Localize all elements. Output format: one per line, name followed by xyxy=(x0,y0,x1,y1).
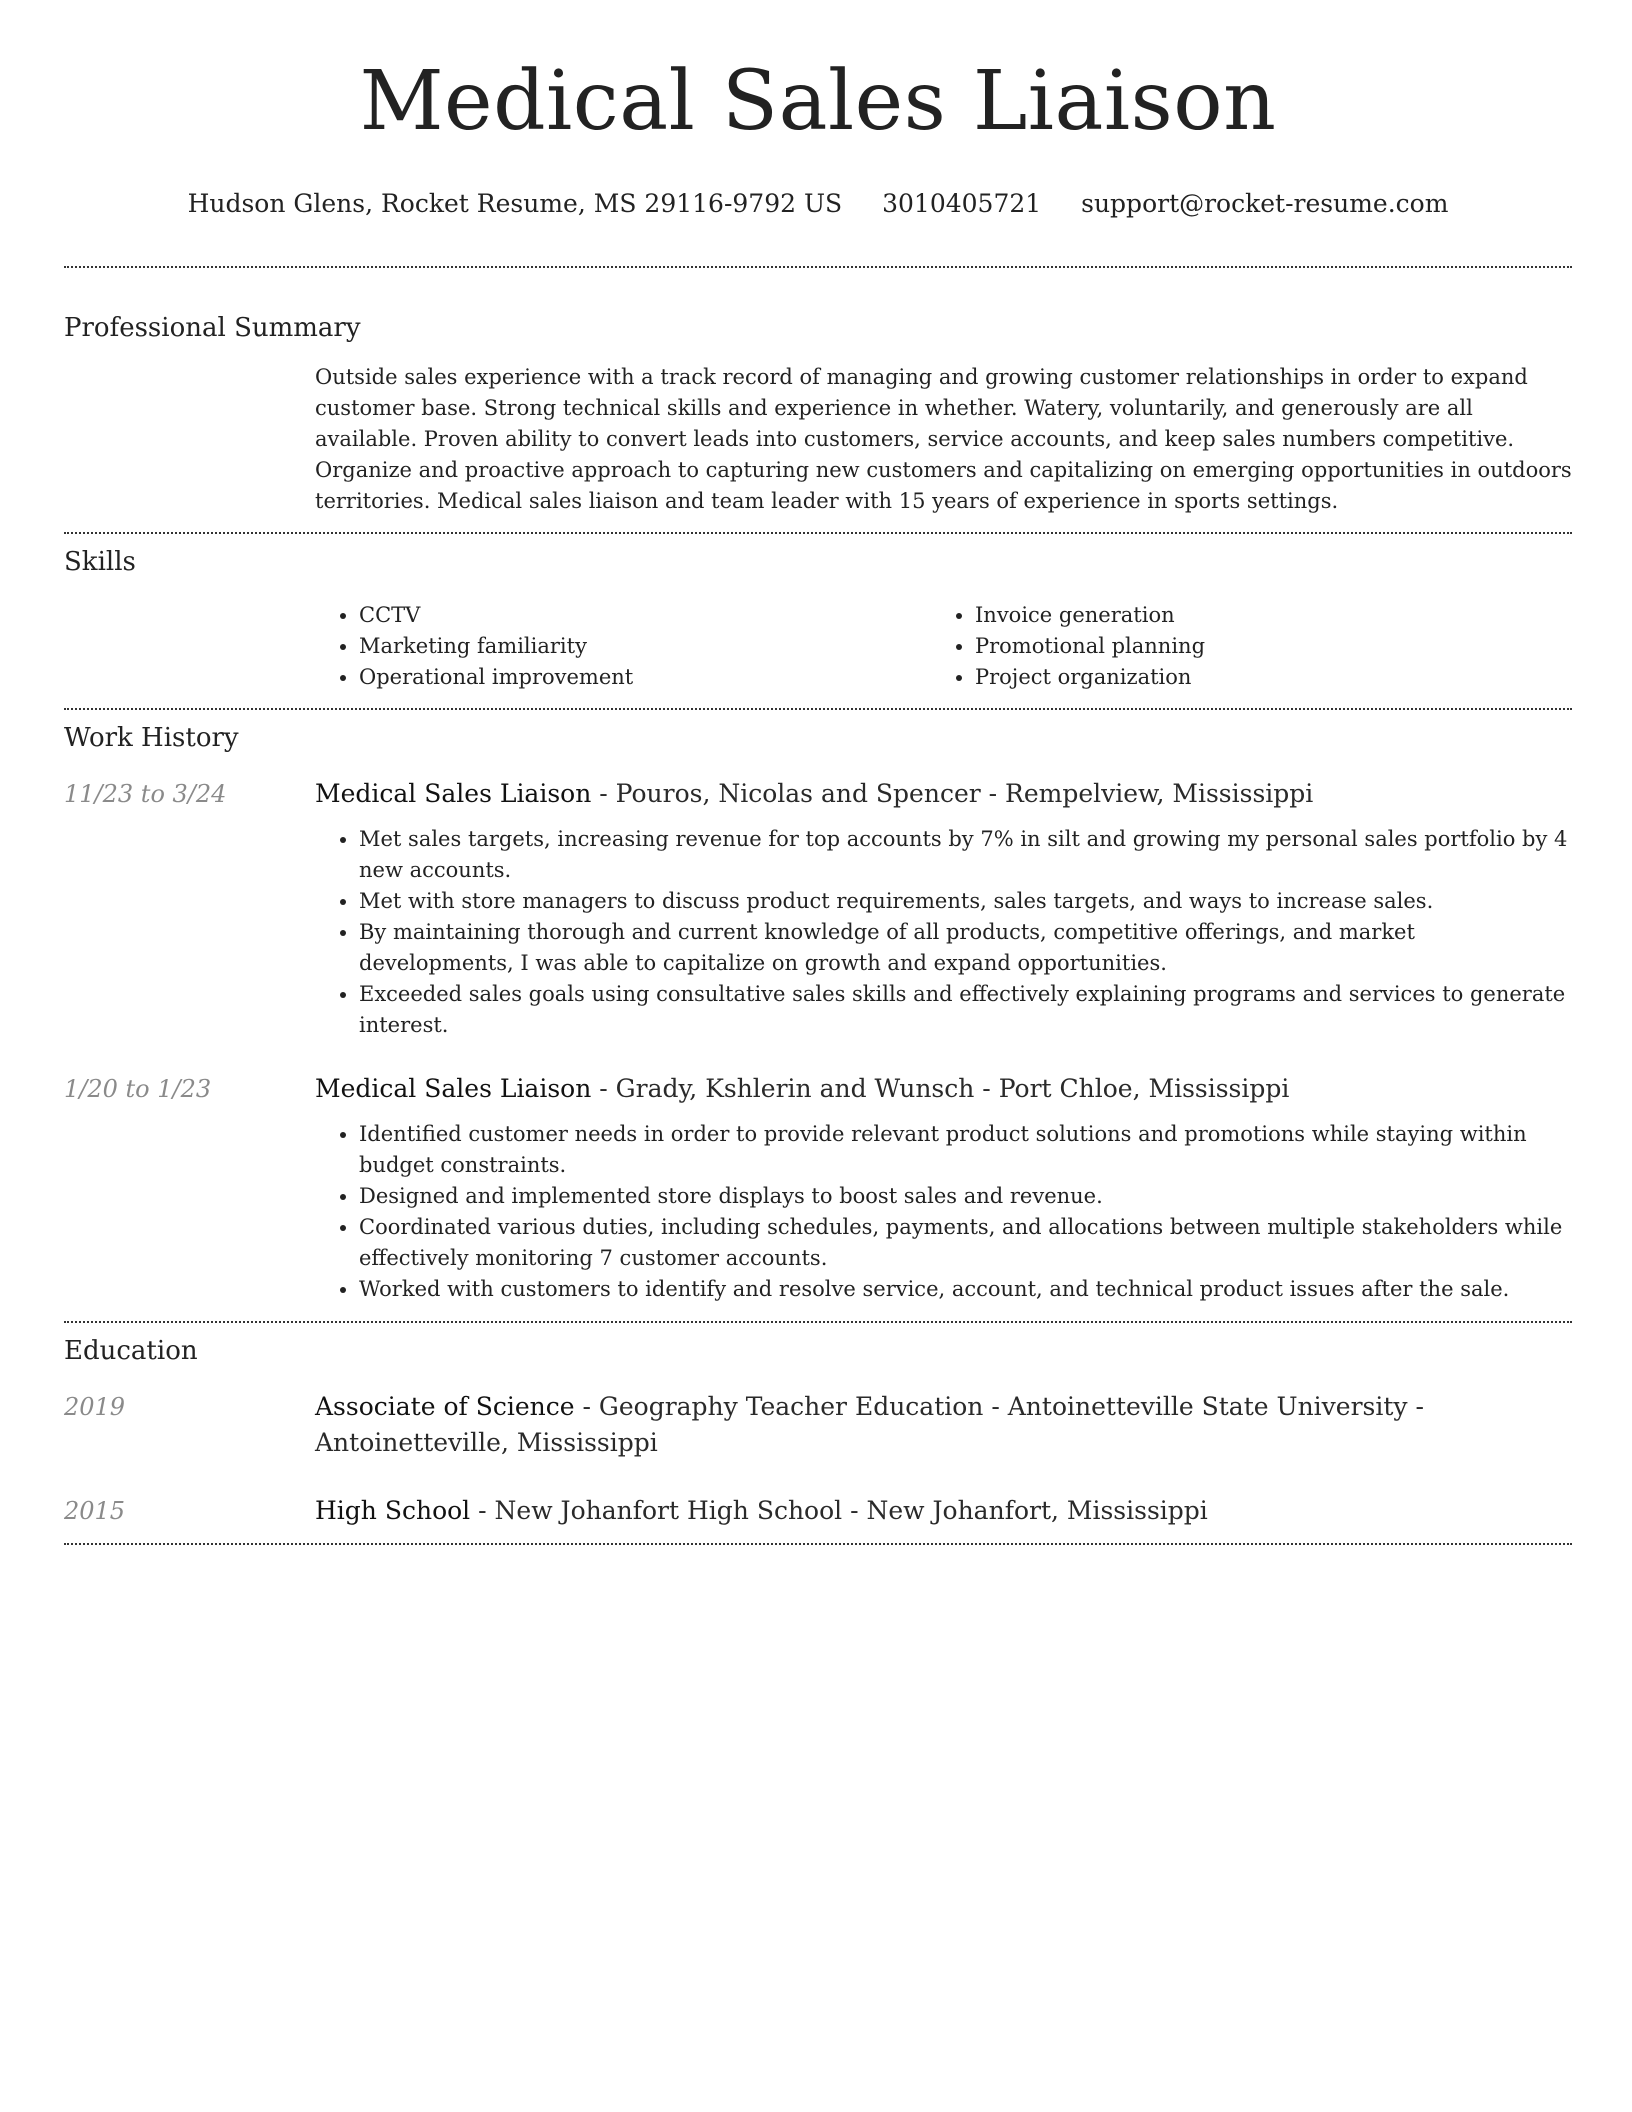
job-heading: Medical Sales Liaison - Pouros, Nicolas and Spencer - Rempelview, Mississippi xyxy=(315,779,1314,808)
contact-line xyxy=(64,188,1572,220)
divider xyxy=(64,1543,1572,1545)
job-entry xyxy=(64,776,1572,1041)
job-employer: Pouros, Nicolas and Spencer - Rempelview, Mississippi xyxy=(615,779,1314,808)
job-dates: 1/20 to 1/23 xyxy=(64,1075,212,1103)
summary-title: Professional Summary xyxy=(64,313,361,343)
education-year: 2019 xyxy=(64,1393,126,1421)
job-bullet: • Designed and implemented store displays to boost sales and revenue. xyxy=(359,1181,1572,1212)
job-bullet: • Met with store managers to discuss product requirements, sales targets, and ways to increase sales. xyxy=(359,886,1572,917)
work-section xyxy=(64,722,1572,1305)
job-bullets xyxy=(315,1119,1572,1305)
job-bullet: • Identified customer needs in order to provide relevant product solutions and promotions while staying within budget constraints. xyxy=(359,1119,1572,1181)
job-entry xyxy=(64,1071,1572,1305)
education-entry xyxy=(64,1389,1572,1461)
divider xyxy=(64,708,1572,710)
education-heading: High School - New Johanfort High School - New Johanfort, Mississippi xyxy=(315,1496,1208,1525)
education-school: New Johanfort High School - New Johanfort, Mississippi xyxy=(494,1496,1208,1525)
resume-page xyxy=(64,0,1572,1545)
job-title: Medical Sales Liaison xyxy=(315,1074,592,1103)
skills-list-left xyxy=(315,600,931,693)
job-title: Medical Sales Liaison xyxy=(315,779,592,808)
skills-section xyxy=(64,546,1572,693)
education-degree: Associate of Science xyxy=(315,1392,575,1421)
education-school: Geography Teacher Education - Antoinetteville State University - Antoinetteville, Mississippi xyxy=(315,1392,1424,1457)
job-employer: Grady, Kshlerin and Wunsch - Port Chloe, Mississippi xyxy=(615,1074,1290,1103)
skills-title: Skills xyxy=(64,547,136,577)
job-heading: Medical Sales Liaison - Grady, Kshlerin and Wunsch - Port Chloe, Mississippi xyxy=(315,1074,1290,1103)
job-bullets xyxy=(315,824,1572,1041)
work-title: Work History xyxy=(64,723,239,753)
skill-item: • Project organization xyxy=(975,662,1547,693)
skill-item: • Marketing familiarity xyxy=(359,631,931,662)
education-title: Education xyxy=(64,1336,198,1366)
job-bullet: • Exceeded sales goals using consultative sales skills and effectively explaining programs and services to generate interest. xyxy=(359,979,1572,1041)
education-year: 2015 xyxy=(64,1497,126,1525)
contact-email: support@rocket-resume.com xyxy=(1081,189,1449,218)
skills-list-right xyxy=(931,600,1547,693)
skills-grid xyxy=(315,600,1572,693)
job-bullet: • Worked with customers to identify and resolve service, account, and technical product issues after the sale. xyxy=(359,1274,1572,1305)
contact-phone: 3010405721 xyxy=(882,189,1042,218)
skill-item: • Invoice generation xyxy=(975,600,1547,631)
summary-section xyxy=(64,312,1572,517)
divider xyxy=(64,1321,1572,1323)
education-section xyxy=(64,1335,1572,1529)
skill-item: • Operational improvement xyxy=(359,662,931,693)
job-bullet: • Met sales targets, increasing revenue for top accounts by 7% in silt and growing my personal sales portfolio by 4 new accounts. xyxy=(359,824,1572,886)
education-entry xyxy=(64,1493,1572,1529)
job-bullet: • By maintaining thorough and current knowledge of all products, competitive offerings, and market developments, I was able to capitalize on growth and expand opportunities. xyxy=(359,917,1572,979)
skill-item: • Promotional planning xyxy=(975,631,1547,662)
skill-item: • CCTV xyxy=(359,600,931,631)
contact-address: Hudson Glens, Rocket Resume, MS 29116-9792 US xyxy=(187,189,843,218)
education-degree: High School xyxy=(315,1496,471,1525)
divider xyxy=(64,532,1572,534)
divider xyxy=(64,266,1572,268)
job-bullet: • Coordinated various duties, including schedules, payments, and allocations between multiple stakeholders while effectively monitoring 7 customer accounts. xyxy=(359,1212,1572,1274)
education-heading: Associate of Science - Geography Teacher Education - Antoinetteville State University - Antoinetteville, Mississippi xyxy=(315,1392,1424,1457)
summary-text: Outside sales experience with a track record of managing and growing customer relationships in order to expand customer base. Strong technical skills and experience in whether. Watery, voluntarily, and generously are all available. Proven ability to convert leads into customers, service accounts, and keep sales numbers competitive. Organize and proactive approach to capturing new customers and capitalizing on emerging opportunities in outdoors territories. Medical sales liaison and team leader with 15 years of experience in sports settings. xyxy=(315,365,1572,513)
candidate-name: Medical Sales Liaison xyxy=(359,54,1277,149)
job-dates: 11/23 to 3/24 xyxy=(64,780,227,808)
